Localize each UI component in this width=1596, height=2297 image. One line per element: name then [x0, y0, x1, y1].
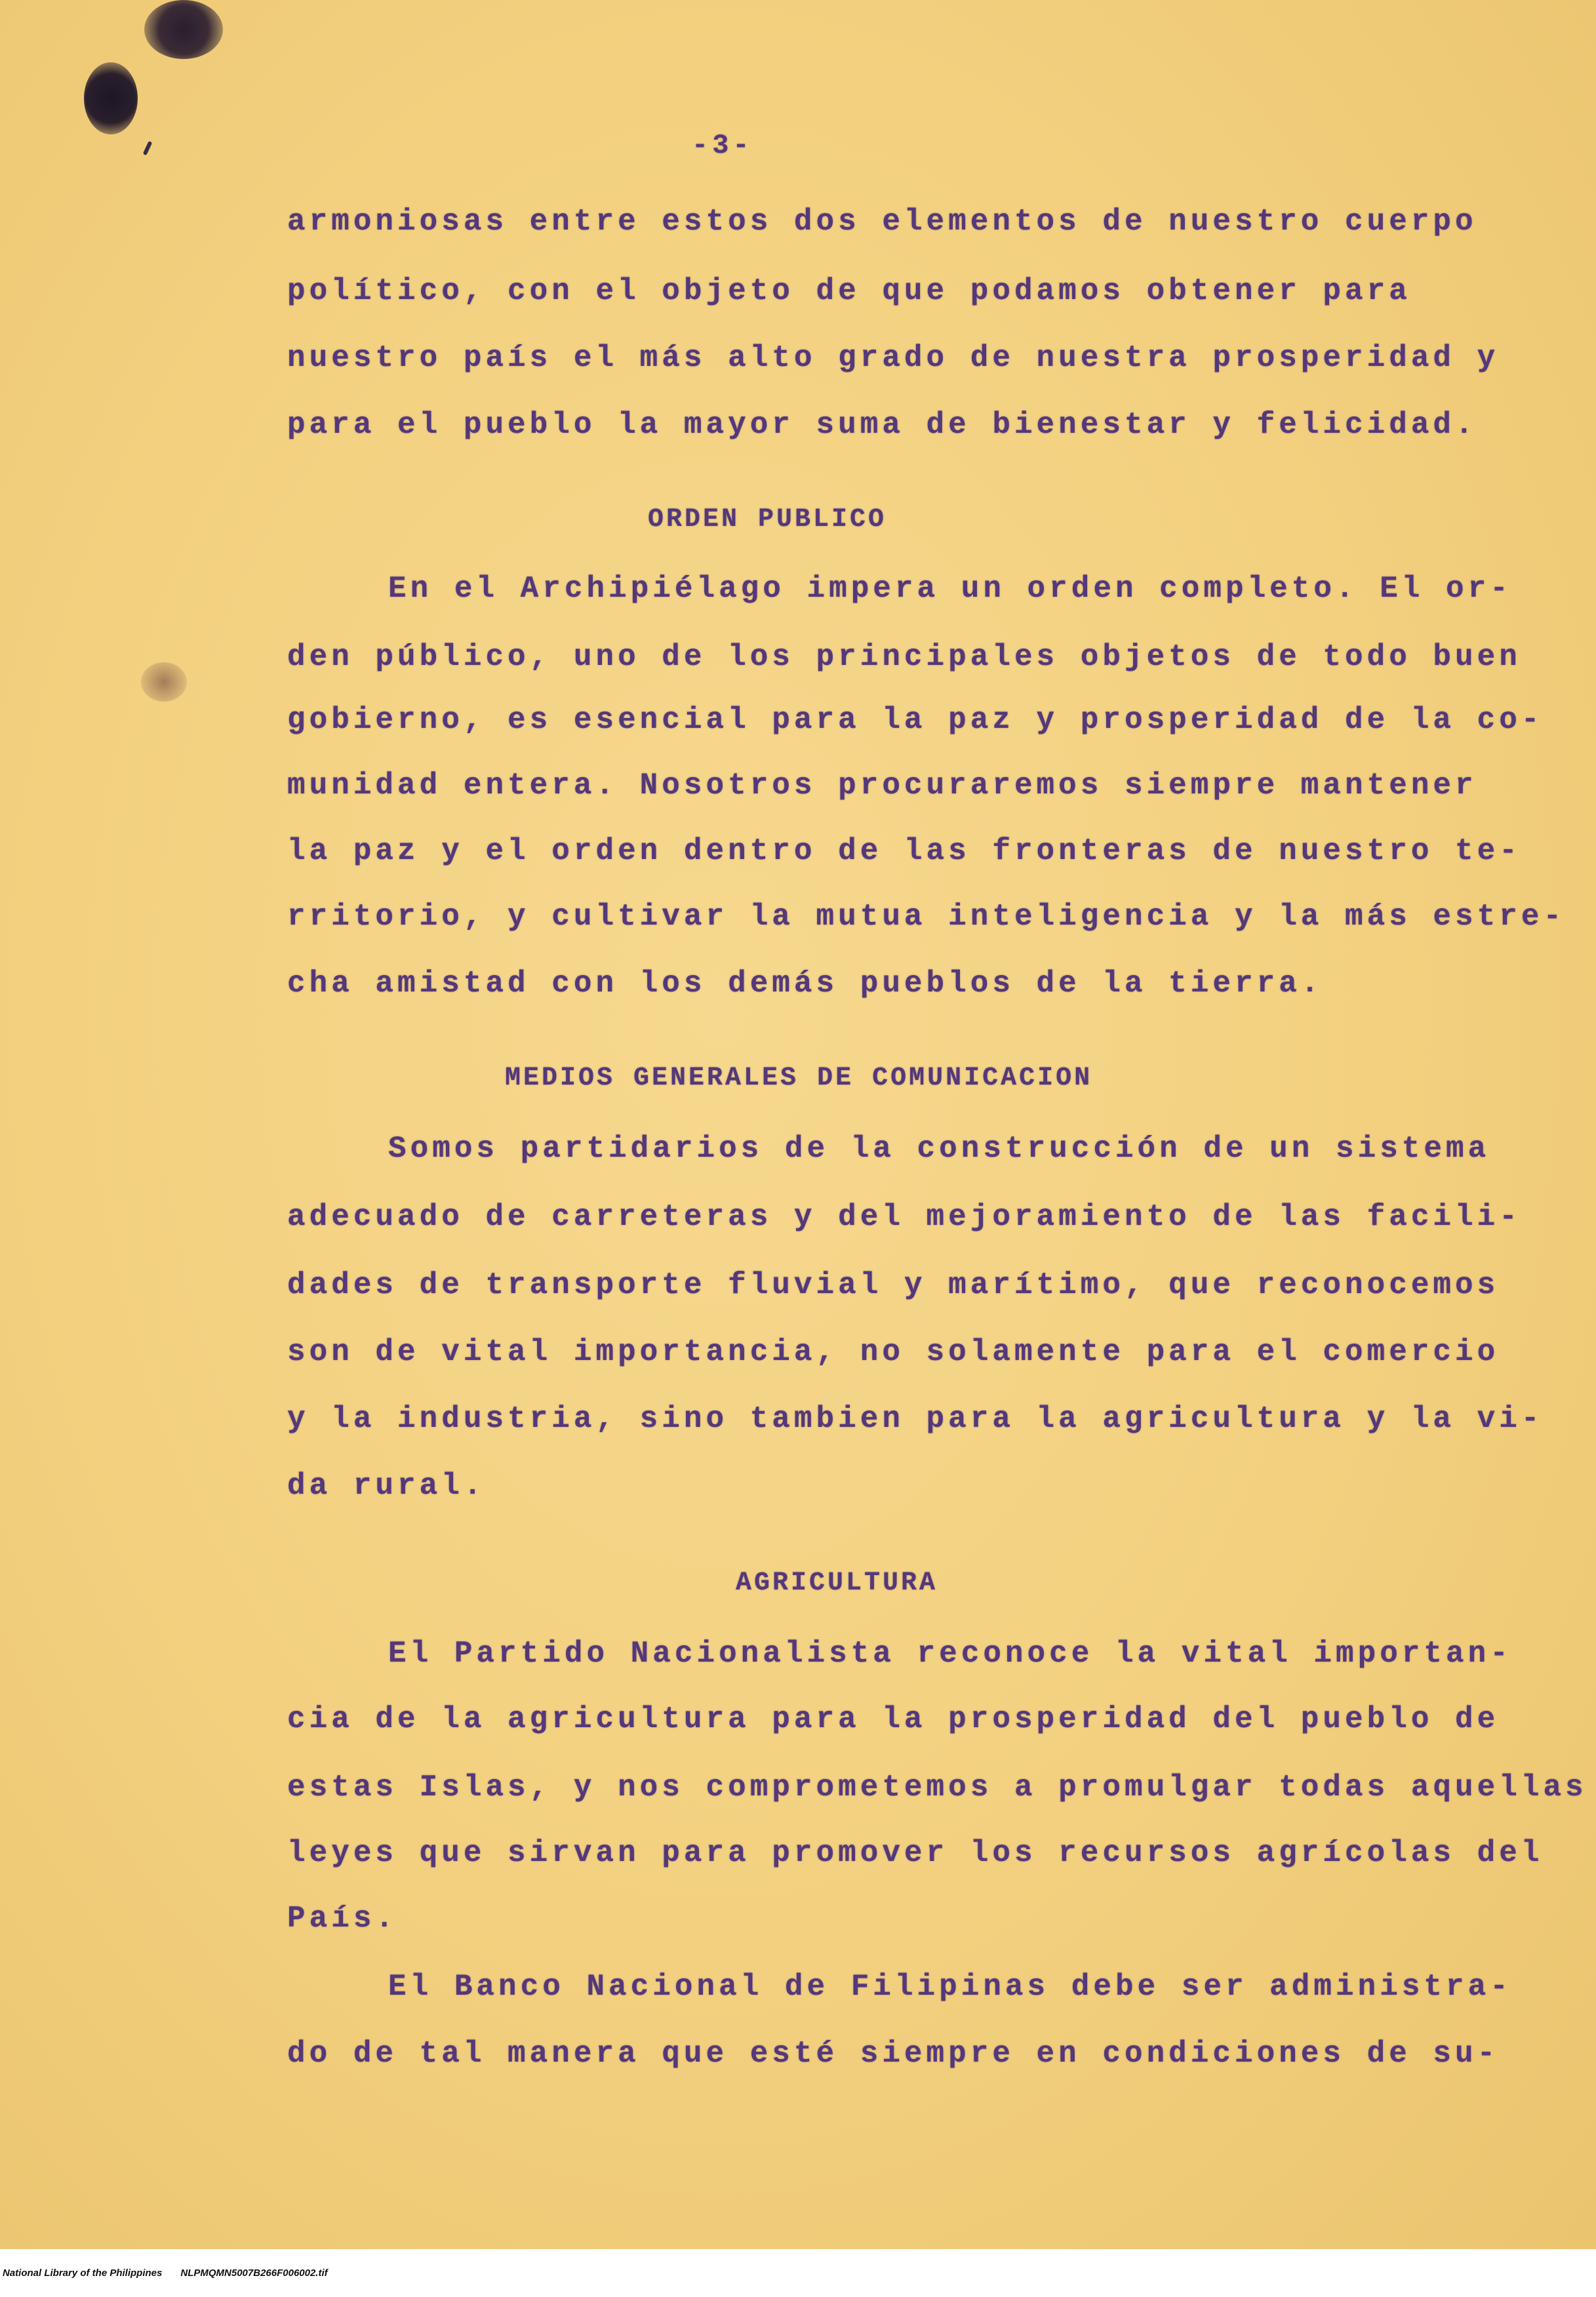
- text-line: adecuado de carreteras y del mejoramiento de las facili-: [287, 1200, 1521, 1234]
- text-line: cha amistad con los demás pueblos de la tierra.: [287, 967, 1323, 1001]
- ink-stain: [144, 0, 223, 59]
- text-line: leyes que sirvan para promover los recursos agrícolas del: [287, 1836, 1544, 1870]
- footer-caption: [3, 2267, 328, 2279]
- text-line: son de vital importancia, no solamente para el comercio: [287, 1335, 1500, 1369]
- text-line: nuestro país el más alto grado de nuestra prosperidad y: [287, 341, 1500, 375]
- text-line: dades de transporte fluvial y marítimo, que reconocemos: [287, 1268, 1500, 1302]
- file-name: NLPMQMN5007B266F006002.tif: [180, 2267, 328, 2279]
- smudge-mark: [141, 662, 187, 702]
- text-line: gobierno, es esencial para la paz y prosperidad de la co-: [287, 703, 1544, 737]
- text-line: cia de la agricultura para la prosperidad del pueblo de: [287, 1702, 1500, 1736]
- text-line: do de tal manera que esté siempre en condiciones de su-: [287, 2037, 1500, 2071]
- section-heading: MEDIOS GENERALES DE COMUNICACION: [505, 1064, 1093, 1093]
- text-line: den público, uno de los principales objetos de todo buen: [287, 640, 1521, 674]
- scan-footer: [0, 2252, 1596, 2297]
- text-line: País.: [287, 1902, 398, 1936]
- text-line: munidad entera. Nosotros procuraremos siempre mantener: [287, 769, 1477, 803]
- text-line: da rural.: [287, 1469, 486, 1503]
- text-line: Somos partidarios de la construcción de un sistema: [388, 1132, 1490, 1166]
- text-line: para el pueblo la mayor suma de bienestar y felicidad.: [287, 408, 1477, 442]
- text-line: y la industria, sino tambien para la agricultura y la vi-: [287, 1402, 1544, 1436]
- text-line: El Partido Nacionalista reconoce la vital importan-: [388, 1637, 1512, 1671]
- ink-mark: [143, 141, 153, 155]
- text-line: estas Islas, y nos comprometemos a promulgar todas aquellas: [287, 1770, 1587, 1805]
- ink-stain: [84, 62, 138, 134]
- text-line: la paz y el orden dentro de las fronteras de nuestro te-: [287, 834, 1521, 868]
- library-name: National Library of the Philippines: [3, 2267, 163, 2279]
- text-line: rritorio, y cultivar la mutua inteligencia y la más estre-: [287, 900, 1566, 934]
- text-line: El Banco Nacional de Filipinas debe ser administra-: [388, 1970, 1512, 2004]
- section-heading: AGRICULTURA: [736, 1568, 938, 1598]
- page-number: -3-: [692, 130, 753, 161]
- section-heading: ORDEN PUBLICO: [648, 505, 887, 534]
- text-line: político, con el objeto de que podamos obtener para: [287, 274, 1411, 308]
- text-line: armoniosas entre estos dos elementos de nuestro cuerpo: [287, 205, 1477, 239]
- text-line: En el Archipiélago impera un orden completo. El or-: [388, 572, 1512, 606]
